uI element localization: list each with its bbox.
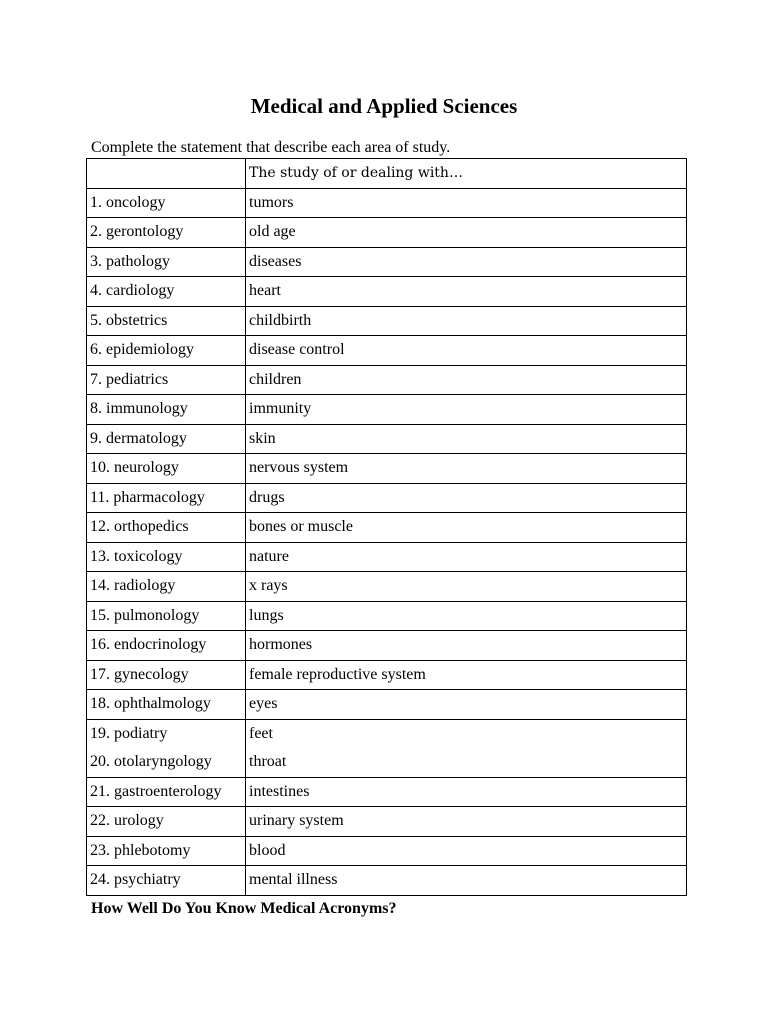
definition-cell: throat [246,748,687,777]
term-cell: 13. toxicology [87,542,246,572]
table-row [87,188,687,218]
term-cell: 23. phlebotomy [87,836,246,866]
term-cell: 11. pharmacology [87,483,246,513]
definition-cell: disease control [246,336,687,366]
term-cell: 10. neurology [87,454,246,484]
instructions-text: Complete the statement that describe each area of study. [91,139,451,156]
term-cell: 17. gynecology [87,660,246,690]
definition-cell: immunity [246,395,687,425]
definition-cell: eyes [246,690,687,720]
table-row [87,483,687,513]
definition-cell: children [246,365,687,395]
term-cell: 6. epidemiology [87,336,246,366]
page-title: Medical and Applied Sciences [250,94,518,118]
definition-cell: feet [246,719,687,748]
definition-cell: hormones [246,631,687,661]
table-row [87,542,687,572]
table-row [87,719,687,748]
table-row [87,513,687,543]
definition-cell: diseases [246,247,687,277]
term-cell: 3. pathology [87,247,246,277]
term-cell: 16. endocrinology [87,631,246,661]
definition-cell: childbirth [246,306,687,336]
definition-cell: nature [246,542,687,572]
definition-cell: nervous system [246,454,687,484]
term-cell: 7. pediatrics [87,365,246,395]
header-definition-cell: The study of or dealing with… [246,159,687,189]
definition-cell: lungs [246,601,687,631]
study-table [86,158,687,896]
term-cell: 19. podiatry [87,719,246,748]
table-header-row [87,159,687,189]
header-term-cell [87,159,246,189]
table-row [87,777,687,807]
table-row [87,690,687,720]
table-row [87,306,687,336]
table-row [87,748,687,777]
definition-cell: bones or muscle [246,513,687,543]
definition-cell: blood [246,836,687,866]
definition-cell: drugs [246,483,687,513]
table-row [87,336,687,366]
term-cell: 2. gerontology [87,218,246,248]
table-row [87,631,687,661]
definition-cell: x rays [246,572,687,602]
table-row [87,836,687,866]
section-heading: How Well Do You Know Medical Acronyms? [91,900,397,917]
table-row [87,395,687,425]
term-cell: 20. otolaryngology [87,748,246,777]
table-row [87,807,687,837]
table-row [87,866,687,896]
table-row [87,424,687,454]
definition-cell: intestines [246,777,687,807]
table-row [87,277,687,307]
term-cell: 24. psychiatry [87,866,246,896]
table-row [87,247,687,277]
table-row [87,572,687,602]
term-cell: 15. pulmonology [87,601,246,631]
term-cell: 22. urology [87,807,246,837]
table-row [87,218,687,248]
table-row [87,601,687,631]
definition-cell: female reproductive system [246,660,687,690]
term-cell: 5. obstetrics [87,306,246,336]
table-row [87,365,687,395]
definition-cell: heart [246,277,687,307]
table-row [87,660,687,690]
term-cell: 1. oncology [87,188,246,218]
definition-cell: tumors [246,188,687,218]
term-cell: 18. ophthalmology [87,690,246,720]
definition-cell: urinary system [246,807,687,837]
definition-cell: skin [246,424,687,454]
definition-cell: mental illness [246,866,687,896]
term-cell: 8. immunology [87,395,246,425]
term-cell: 9. dermatology [87,424,246,454]
term-cell: 4. cardiology [87,277,246,307]
definition-cell: old age [246,218,687,248]
term-cell: 14. radiology [87,572,246,602]
table-row [87,454,687,484]
term-cell: 12. orthopedics [87,513,246,543]
term-cell: 21. gastroenterology [87,777,246,807]
